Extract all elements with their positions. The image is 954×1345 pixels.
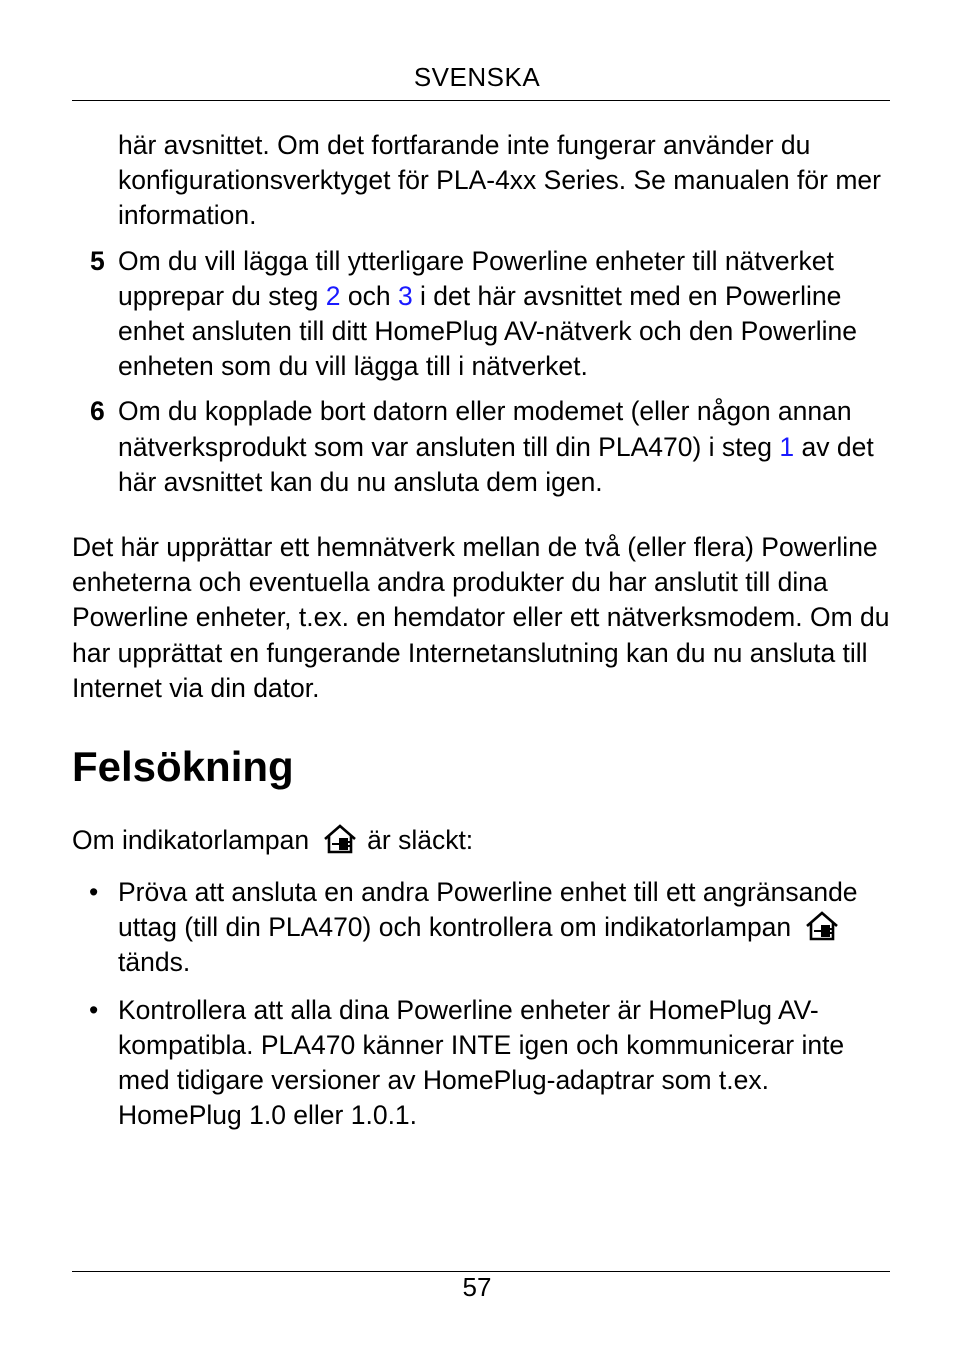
- troubleshooting-intro: [72, 822, 892, 858]
- step-text: och: [340, 280, 398, 311]
- bullet-marker: •: [89, 877, 99, 908]
- step-continuation: [72, 128, 892, 234]
- list-item-text: Pröva att ansluta en andra Powerline enhet till ett angränsande uttag (till din PLA470) och kontrollera om indikatorlampan: [118, 877, 858, 943]
- step-text: Om du vill lägga till ytterligare Powerline enheter till nätverket upprepar du steg: [118, 245, 834, 311]
- page-number: 57: [462, 1272, 492, 1302]
- page-content: [72, 128, 892, 1145]
- homeplug-led-icon: [323, 823, 357, 855]
- troubleshooting-list: [72, 875, 892, 1133]
- step-text: av det här avsnittet kan du nu ansluta dem igen.: [118, 431, 874, 497]
- step-6: [72, 394, 892, 500]
- step-text: Om du kopplade bort datorn eller modemet (eller någon annan nätverksprodukt som var ansluten till din PLA470) i steg: [118, 396, 852, 462]
- header-rule: [72, 100, 890, 101]
- running-header: SVENSKA: [413, 62, 541, 92]
- step-link-3[interactable]: 3: [397, 280, 413, 311]
- list-item: [72, 875, 892, 981]
- list-item-text: tänds.: [118, 947, 191, 978]
- list-item-text: Kontrollera att alla dina Powerline enheter är HomePlug AV-kompatibla. PLA470 känner INTE igen och kommunicerar inte med tidigare versioner av HomePlug-adaptrar som t.ex. HomePlug 1.0 eller 1.0.1.: [118, 994, 845, 1131]
- step-link-1[interactable]: 1: [779, 431, 795, 462]
- step-continuation-text: här avsnittet. Om det fortfarande inte fungerar använder du konfigurationsverktyget för PLA-4xx Series. Se manualen för mer information.: [118, 130, 881, 231]
- step-link-2[interactable]: 2: [325, 280, 341, 311]
- summary-paragraph: Det här upprättar ett hemnätverk mellan de två (eller flera) Powerline enheterna och eventuella andra produkter du har anslutit till dina Powerline enheter, t.ex. en hemdator eller ett nätverksmodem. Om du har upprättat en fungerande Internetanslutning kan du nu ansluta till Internet via din dator.: [72, 532, 890, 703]
- step-number: 5: [90, 245, 105, 276]
- bullet-marker: •: [89, 994, 99, 1025]
- intro-text: Om indikatorlampan: [72, 825, 310, 856]
- homeplug-led-icon: [805, 910, 839, 942]
- step-5: [72, 244, 892, 385]
- section-heading: Felsökning: [72, 743, 294, 791]
- list-item: [72, 993, 892, 1134]
- step-number: 6: [90, 396, 105, 427]
- intro-text: är släckt:: [367, 825, 474, 856]
- step-text: i det här avsnittet med en Powerline enhet ansluten till ditt HomePlug AV-nätverk och den Powerline enheten som du vill lägga till i nätverket.: [118, 280, 857, 382]
